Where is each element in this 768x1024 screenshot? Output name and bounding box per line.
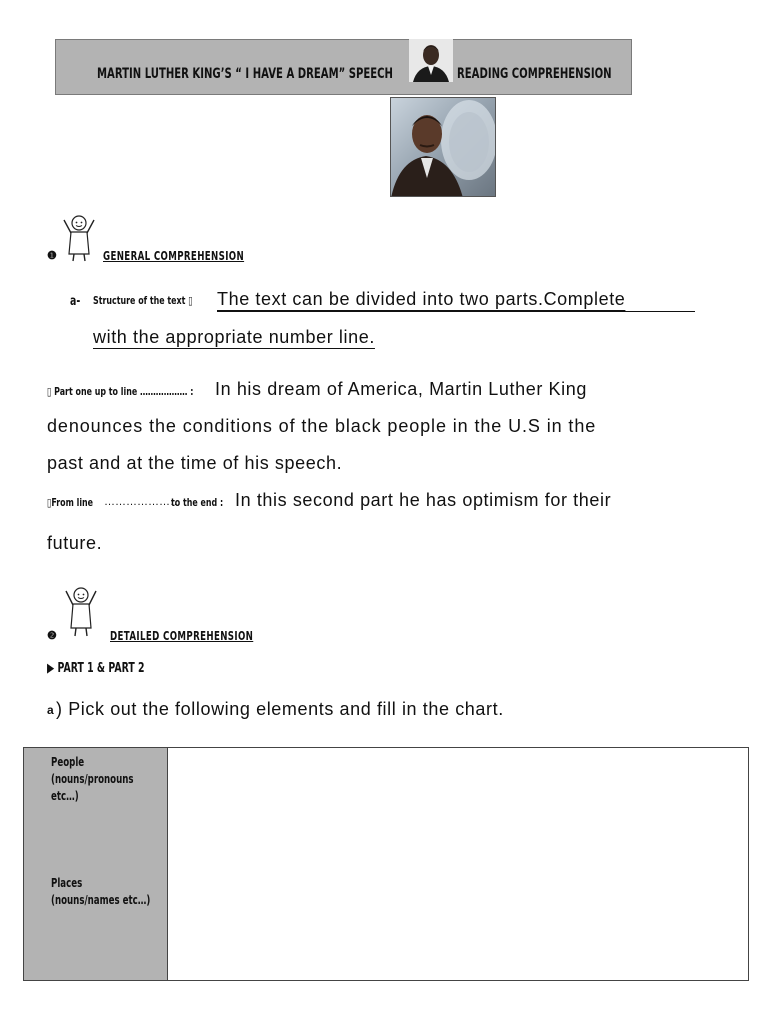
cartoon-figure-icon (61, 214, 97, 262)
part-two-label-b: to the end : (171, 496, 224, 509)
parts-label: ▶ PART 1 & PART 2 (47, 661, 145, 676)
instruction-line-2: with the appropriate number line. (93, 327, 375, 347)
row-label-people (24, 748, 168, 869)
section-number-2: ❷ (47, 630, 57, 642)
elements-chart-table (23, 747, 749, 981)
part-two-text-2: future. (47, 533, 103, 553)
section-title-detailed: DETAILED COMPREHENSION (110, 629, 254, 643)
row-label-line: People (51, 755, 85, 769)
instruction-underline-1 (217, 311, 695, 312)
part-two-text-1: In this second part he has optimism for their (235, 490, 612, 510)
part-one-text-2: denounces the conditions of the black people in the U.S in the (47, 416, 597, 436)
speaker-portrait-thumb-icon (409, 39, 453, 82)
cartoon-figure-icon (63, 585, 99, 633)
part-two-label-a: ▯From line (47, 496, 94, 509)
row-label-places (24, 869, 168, 980)
speaker-portrait-icon (390, 97, 496, 197)
section-number-1: ❶ (47, 250, 57, 262)
row-label-line: (nouns/names etc…) (51, 893, 151, 907)
chart-instruction: ) Pick out the following elements and fill in the chart. (56, 699, 504, 719)
instruction-line-1: The text can be divided into two parts.Complete (217, 289, 626, 309)
table-row (24, 869, 748, 980)
structure-label: Structure of the text ▯ (93, 294, 193, 307)
places-answer-cell[interactable] (168, 869, 748, 980)
title-left: MARTIN LUTHER KING’S “ I HAVE A DREAM” SPEECH (97, 66, 393, 82)
people-answer-cell[interactable] (168, 748, 748, 869)
table-row (24, 748, 748, 870)
part-one-label: ▯ Part one up to line ……………… : (47, 385, 194, 398)
section-title-general: GENERAL COMPREHENSION (103, 249, 245, 263)
part-one-text-1: In his dream of America, Martin Luther King (215, 379, 587, 399)
item-a-letter: a- (70, 294, 81, 309)
part-one-text-3: past and at the time of his speech. (47, 453, 343, 473)
row-label-line: etc…) (51, 789, 79, 803)
item-a-letter-2: a (47, 703, 54, 717)
row-label-line: Places (51, 876, 83, 890)
row-label-line: (nouns/pronouns (51, 772, 134, 786)
part-two-dots: ………………… (104, 496, 181, 508)
title-right: READING COMPREHENSION (457, 66, 612, 82)
